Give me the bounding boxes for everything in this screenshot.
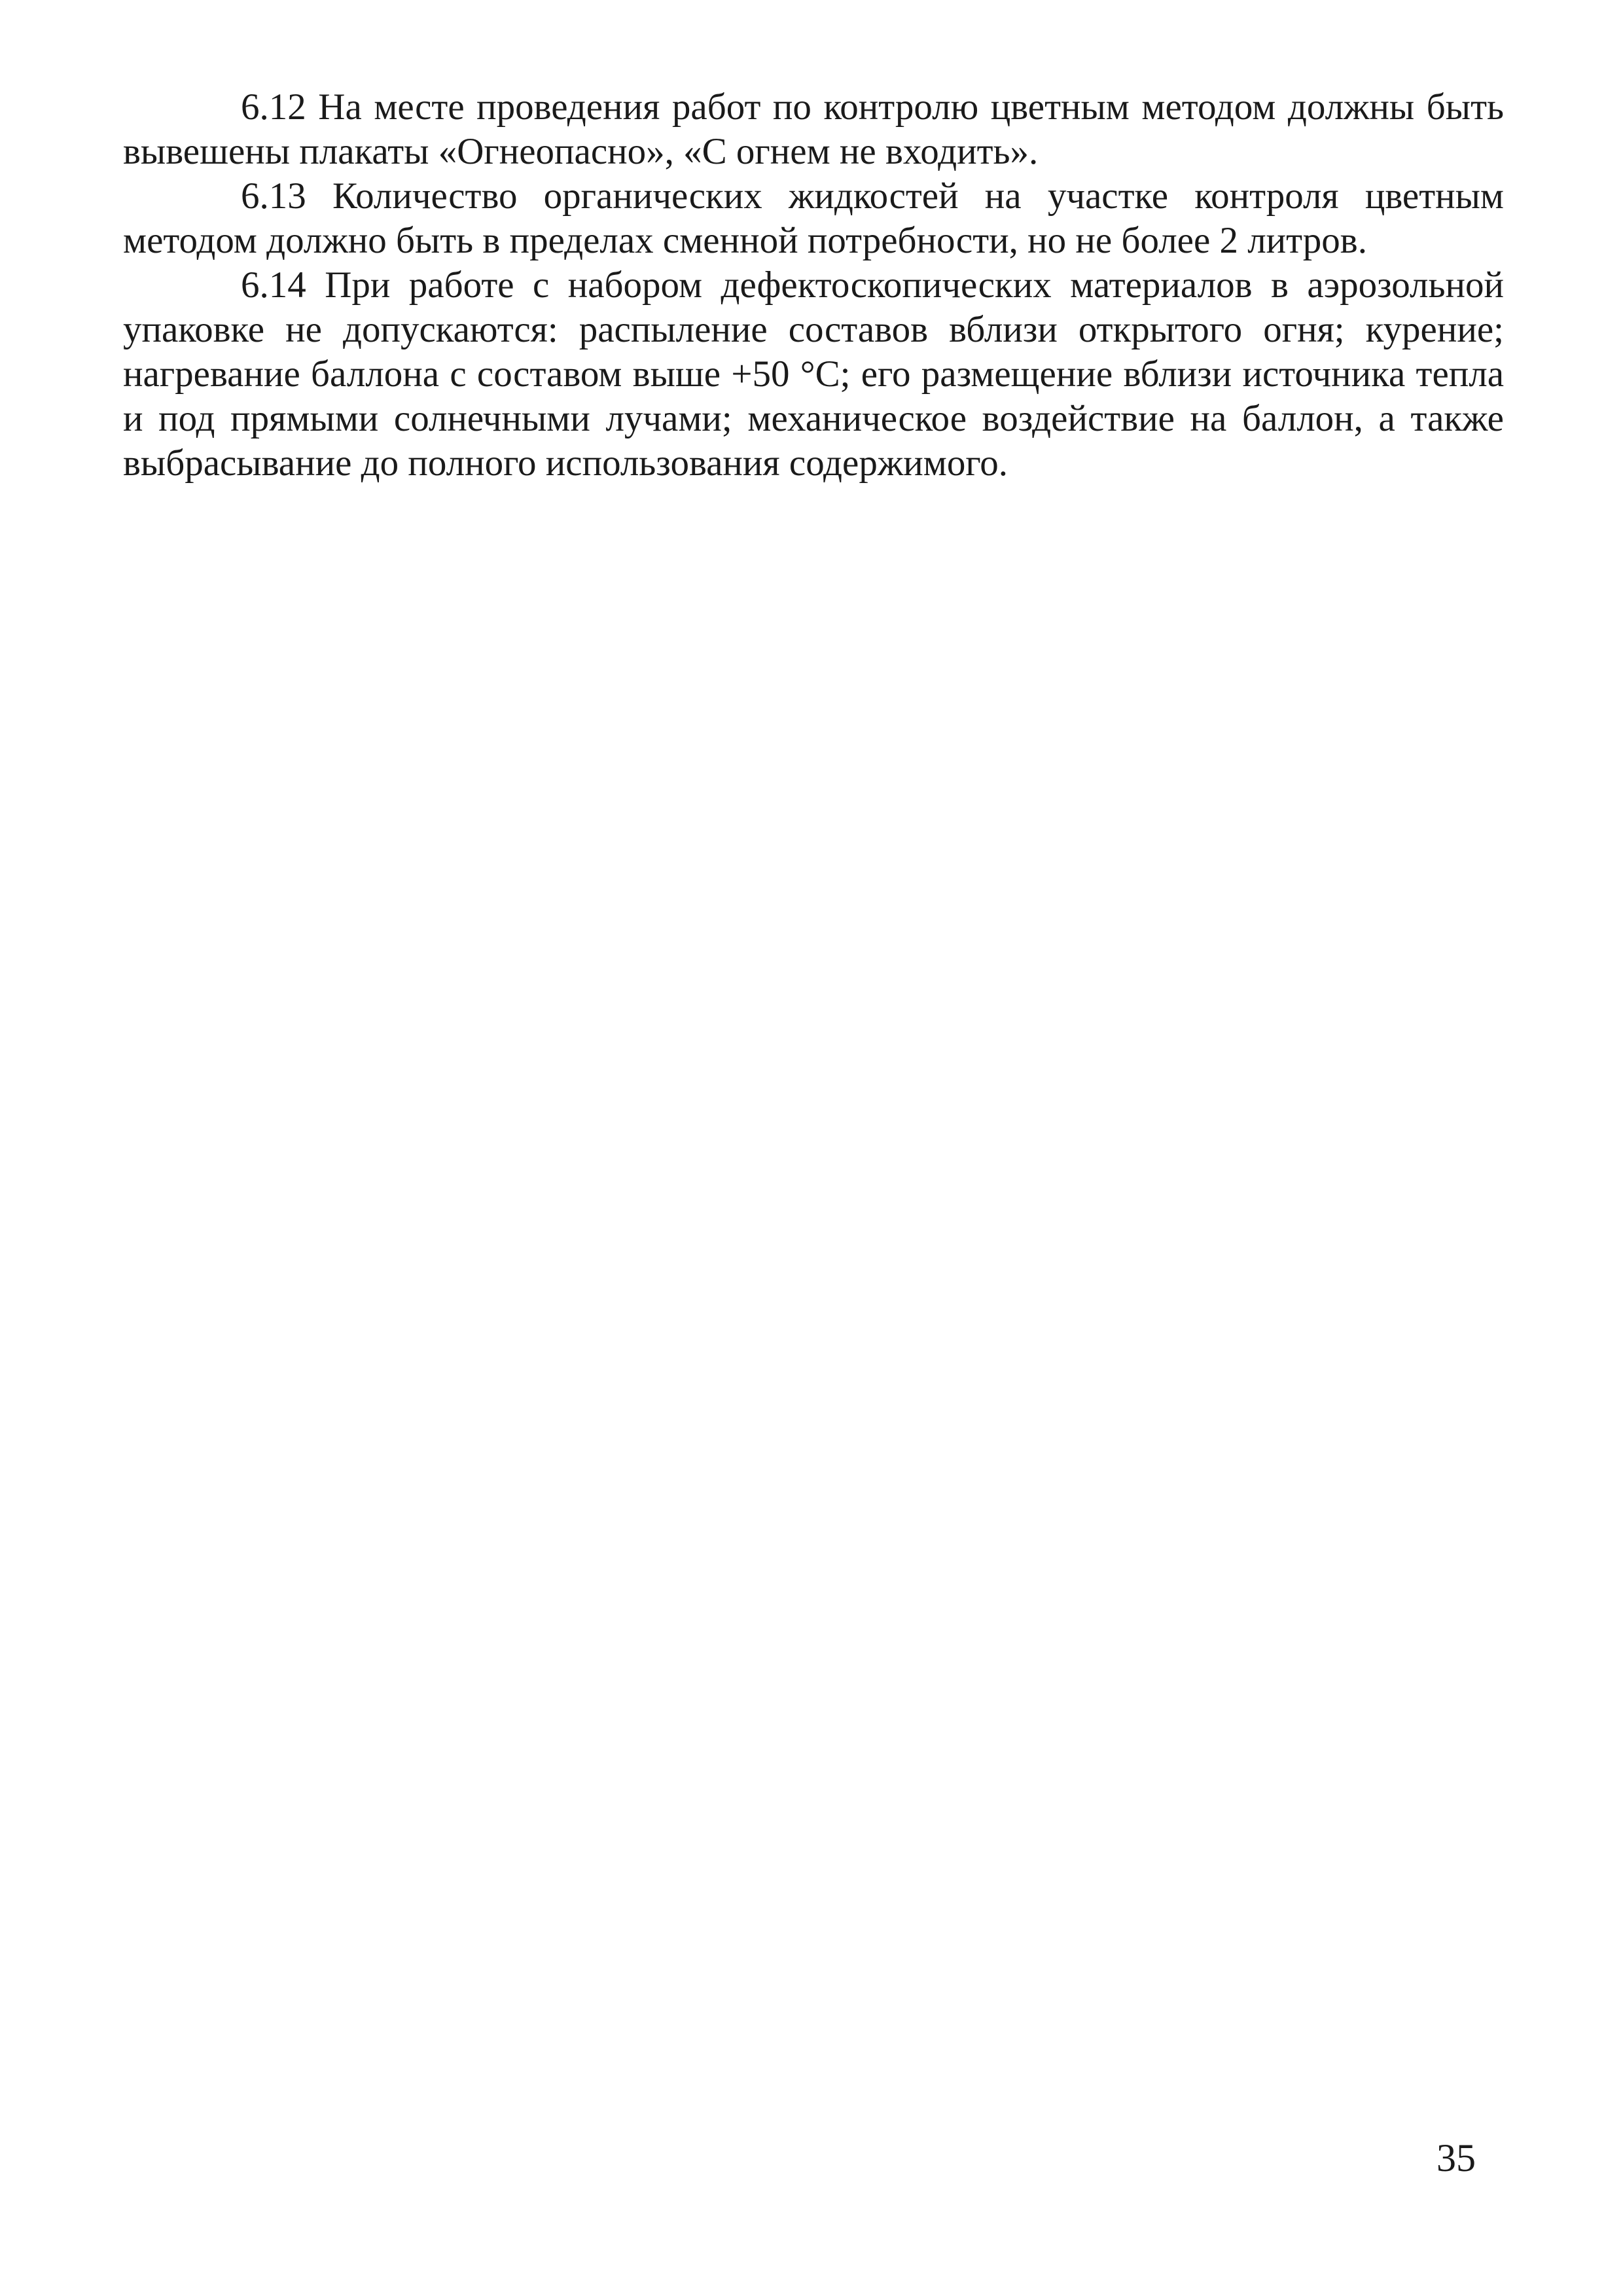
paragraph-6-12: 6.12 На месте проведения работ по контролю цветным методом должны быть вывешены плакаты «Огнеопасно», «С огнем не входить».: [123, 86, 1504, 172]
paragraph-6-13: 6.13 Количество органических жидкостей на участке контроля цветным методом должно быть в пределах сменной потребности, но не более 2 литров.: [123, 175, 1504, 261]
paragraph-6-14: 6.14 При работе с набором дефектоскопических материалов в аэрозольной упаковке не допускаются: распыление составов вблизи открытого огня; курение; нагревание баллона с составом выше +50 °С; его размещение вблизи источника тепла и под прямыми солнечными лучами; механическое воздействие на баллон, а также выбрасывание до полного использования содержимого.: [123, 264, 1504, 484]
page-number: 35: [1436, 2136, 1476, 2179]
document-body: [123, 85, 1504, 486]
